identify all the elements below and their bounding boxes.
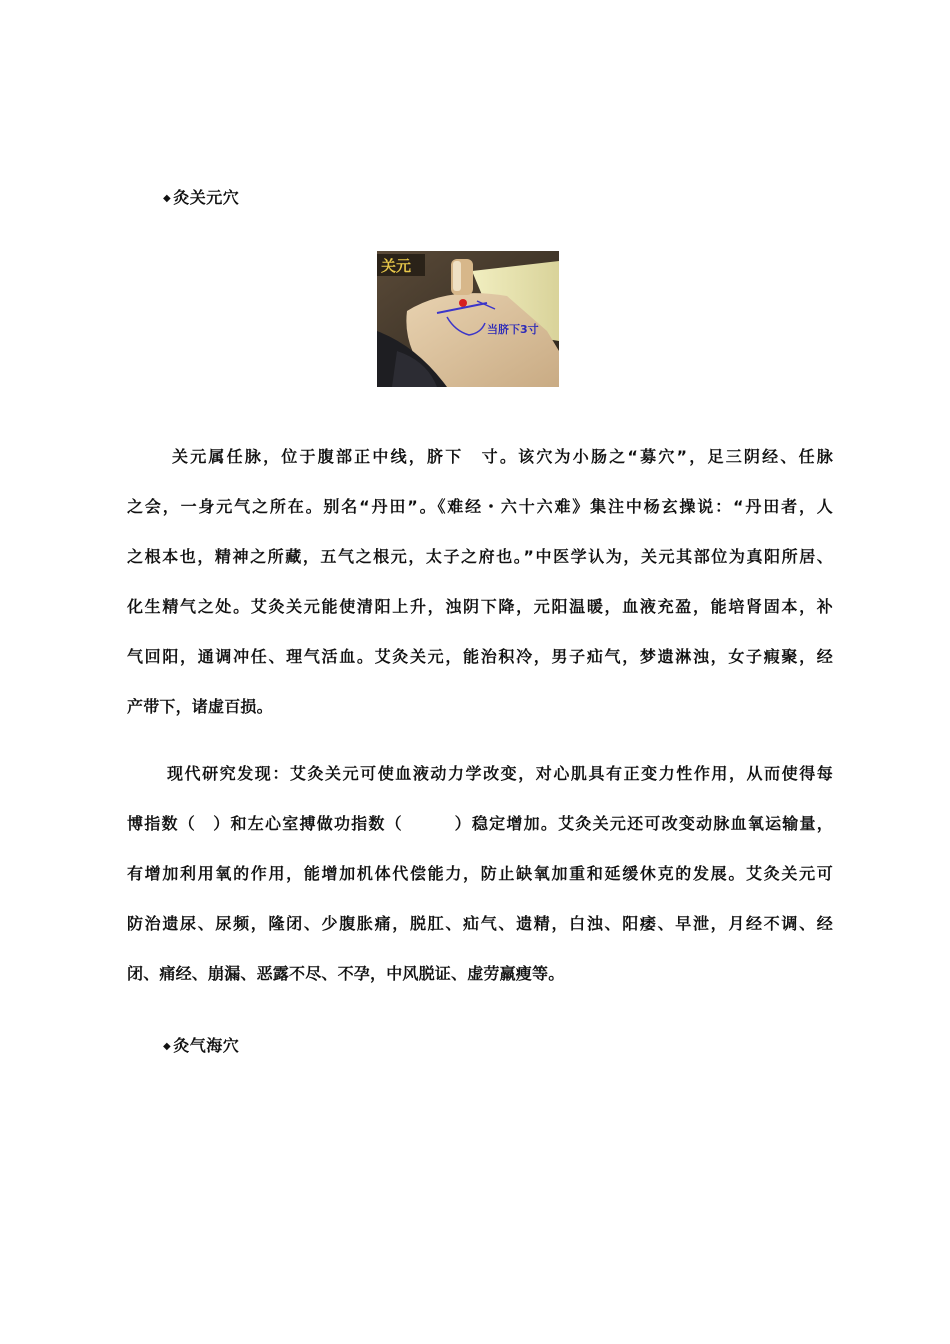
acupoint-photo-illustration — [377, 251, 559, 387]
photo-label: 关元 — [381, 257, 412, 275]
section-heading-guanyuan — [163, 185, 239, 208]
paragraph-1-line-4: 化生精气之处。艾灸关元能使清阳上升，浊阴下降，元阳温暖，血液充盈，能培肾固本，补 — [127, 597, 833, 616]
photo-annotation: 当脐下3寸 — [487, 323, 539, 336]
paragraph-1-line-3: 之根本也，精神之所藏，五气之根元，太子之府也。”中医学认为，关元其部位为真阳所居、 — [127, 547, 833, 566]
paragraph-1-line-5: 气回阳，通调冲任、理气活血。艾灸关元，能治积冷，男子疝气，梦遗淋浊，女子瘕聚，经 — [127, 647, 833, 666]
paragraph-2-line-4: 防治遗尿、尿频，隆闭、少腹胀痛，脱肛、疝气、遗精，白浊、阳痿、早泄，月经不调、经 — [127, 914, 833, 933]
paragraph-1-line-1: 关元属任脉，位于腹部正中线，脐下 寸。该穴为小肠之“募穴”，足三阴经、任脉 — [172, 447, 833, 466]
paragraph-2-line-3: 有增加利用氧的作用，能增加机体代偿能力，防止缺氧加重和延缓休克的发展。艾灸关元可 — [127, 864, 833, 883]
heading-text: 灸气海穴 — [173, 1036, 240, 1055]
paragraph-2-line-2: 博指数（ ）和左心室搏做功指数（ ）稳定增加。艾灸关元还可改变动脉血氧运输量， — [127, 814, 833, 833]
paragraph-1-line-2: 之会，一身元气之所在。别名“丹田”。《难经・六十六难》集注中杨玄操说：“丹田者，人 — [127, 497, 833, 516]
diamond-bullet-icon: ◆ — [163, 193, 172, 204]
heading-text: 灸关元穴 — [173, 188, 240, 207]
paragraph-1-line-6: 产带下，诸虚百损。 — [127, 697, 273, 716]
acupoint-photo — [377, 251, 559, 387]
diamond-bullet-icon: ◆ — [163, 1041, 172, 1052]
paragraph-2-line-1: 现代研究发现：艾灸关元可使血液动力学改变，对心肌具有正变力性作用，从而使得每 — [167, 764, 833, 783]
paragraph-2-line-5: 闭、痛经、崩漏、恶露不尽、不孕，中风脱证、虚劳羸瘦等。 — [127, 964, 565, 983]
section-heading-qihai — [163, 1033, 239, 1056]
